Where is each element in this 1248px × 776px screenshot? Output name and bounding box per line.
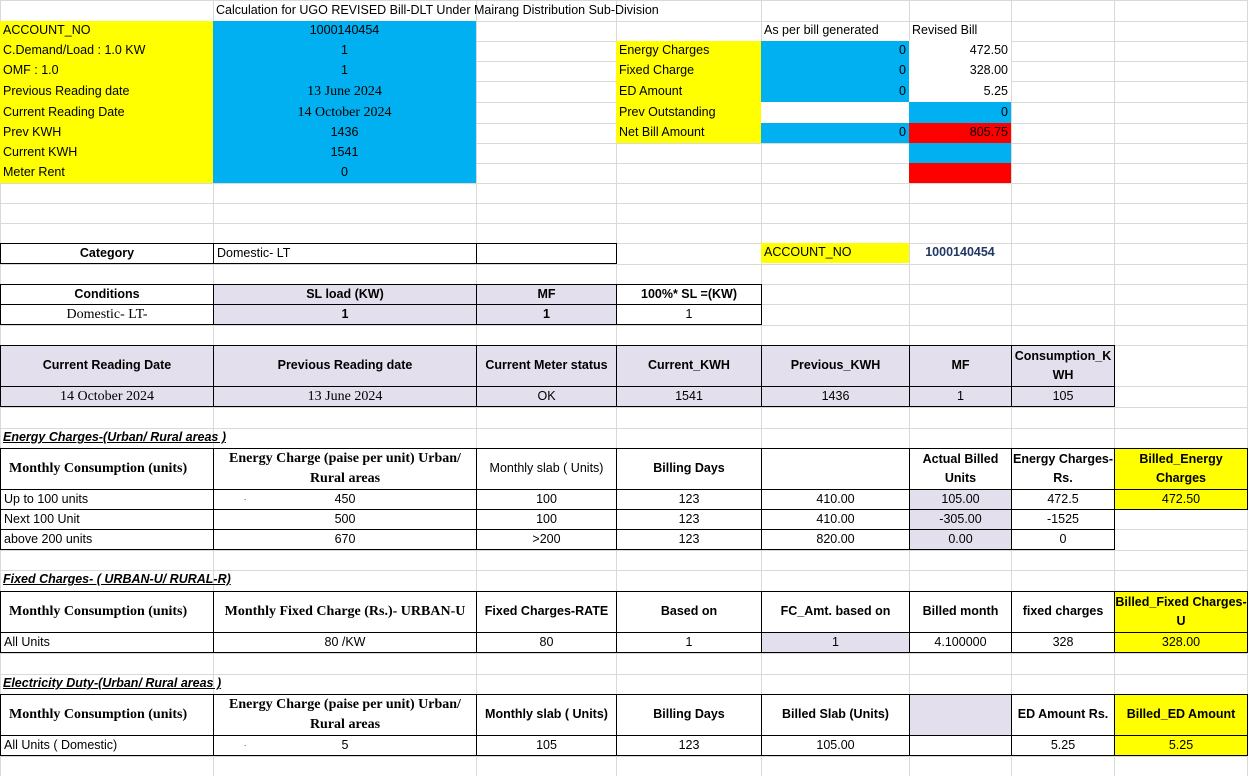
ed-row-label: All Units ( Domestic) [0,735,214,756]
energy-row-charges[interactable]: -1525 [1011,509,1115,530]
energy-row-slab[interactable]: 100 [476,489,617,510]
energy-row-calc[interactable]: 820.00 [761,529,910,550]
pct-sl-header: 100%* SL =(KW) [616,284,762,305]
ed-row-slab[interactable]: 105 [476,735,617,756]
energy-row-rate[interactable]: 500 [213,509,477,530]
demand-load-value[interactable]: 1 [213,41,476,61]
cur-reading-date-header: Current Reading Date [0,345,214,387]
energy-row-rate[interactable]: 450 [213,489,477,510]
ed-row-amount[interactable]: 5.25 [1011,735,1115,756]
ed-row-rate[interactable]: 5 [213,735,477,756]
category-label: Category [0,243,214,264]
cur-kwh-header: Current_KWH [616,345,762,387]
summary-blank-blue-cell[interactable] [909,143,1011,163]
consumption-cell[interactable]: 105 [1011,386,1115,407]
prev-reading-date-label: Previous Reading date [0,81,213,102]
prev-kwh-label: Prev KWH [0,123,213,143]
demand-load-label: C.Demand/Load : 1.0 KW [0,41,213,61]
cur-kwh-cell[interactable]: 1541 [616,386,762,407]
energy-charges-header: Energy Charges-Rs. [1011,448,1115,490]
fixed-rate-header: Fixed Charges-RATE [476,591,617,633]
energy-row-slab[interactable]: >200 [476,529,617,550]
prev-reading-date-value[interactable]: 13 June 2024 [213,81,476,102]
ed-amount-header: ED Amount Rs. [1011,694,1115,736]
category-account-label: ACCOUNT_NO [761,243,909,263]
energy-row-charges[interactable]: 472.5 [1011,489,1115,510]
fixed-charge-bill[interactable]: 0 [761,61,909,81]
account-no-value[interactable]: 1000140454 [213,21,476,41]
summary-blank-red-cell[interactable] [909,163,1011,183]
ed-amount-bill[interactable]: 0 [761,81,909,102]
energy-calc-header [761,448,910,490]
energy-row-actual[interactable]: -305.00 [909,509,1012,530]
net-bill-bill[interactable]: 0 [761,123,909,143]
fixed-charge-label: Fixed Charge [616,61,761,81]
billed-energy-header: Billed_Energy Charges [1114,448,1248,490]
fixed-section-title: Fixed Charges- ( URBAN-U/ RURAL-R) [3,572,231,587]
fixed-charges-header: fixed charges [1011,591,1115,633]
fixed-charge-revised[interactable]: 328.00 [909,61,1011,81]
fixed-row-based[interactable]: 1 [616,632,762,653]
ed-slab-header: Monthly slab ( Units) [476,694,617,736]
cur-kwh-value[interactable]: 1541 [213,143,476,163]
pct-sl-value[interactable]: 1 [616,304,762,325]
prev-kwh-value[interactable]: 1436 [213,123,476,143]
ed-days-header: Billing Days [616,694,762,736]
fixed-row-billed[interactable]: 328.00 [1114,632,1248,653]
prev-reading-date-cell[interactable]: 13 June 2024 [213,386,477,407]
ed-row-days[interactable]: 123 [616,735,762,756]
fc-amt-header: FC_Amt. based on [761,591,910,633]
energy-row-calc[interactable]: 410.00 [761,489,910,510]
energy-row-dot: . [244,492,247,502]
consumption-header: Consumption_KWH [1011,345,1115,387]
energy-row-charges[interactable]: 0 [1011,529,1115,550]
ed-consumption-header: Monthly Consumption (units) [0,694,214,736]
ed-row-billed-slab[interactable]: 105.00 [761,735,910,756]
cur-kwh-label: Current KWH [0,143,213,163]
sl-load-header: SL load (KW) [213,284,477,305]
billed-month-header: Billed month [909,591,1012,633]
energy-row-days[interactable]: 123 [616,509,762,530]
energy-days-header: Billing Days [616,448,762,490]
col-header-revised-bill: Revised Bill [912,23,978,38]
ed-amount-revised[interactable]: 5.25 [909,81,1011,102]
prev-reading-date-header: Previous Reading date [213,345,477,387]
energy-actual-header: Actual Billed Units [909,448,1012,490]
ed-section-title: Electricity Duty-(Urban/ Rural areas ) [3,676,222,691]
fixed-row-rate[interactable]: 80 [476,632,617,653]
fixed-consumption-header: Monthly Consumption (units) [0,591,214,633]
prev-outstanding-label: Prev Outstanding [616,102,761,123]
ed-rate-header: Energy Charge (paise per unit) Urban/ Rural areas [213,694,477,736]
energy-row-days[interactable]: 123 [616,489,762,510]
prev-kwh-header: Previous_KWH [761,345,910,387]
energy-row-label: above 200 units [0,529,214,550]
fixed-row-fc-amt[interactable]: 1 [761,632,910,653]
cur-reading-date-value[interactable]: 14 October 2024 [213,102,476,123]
energy-charges-bill[interactable]: 0 [761,41,909,61]
fixed-based-header: Based on [616,591,762,633]
billed-fixed-header: Billed_Fixed Charges-U [1114,591,1248,633]
energy-row-rate[interactable]: 670 [213,529,477,550]
energy-consumption-header: Monthly Consumption (units) [0,448,214,490]
prev-kwh-cell[interactable]: 1436 [761,386,910,407]
ed-row-blank[interactable] [909,735,1012,756]
ed-amount-label: ED Amount [616,81,761,102]
energy-row-label: Next 100 Unit [0,509,214,530]
reading-mf-cell[interactable]: 1 [909,386,1012,407]
meter-status-cell[interactable]: OK [476,386,617,407]
sl-load-value[interactable]: 1 [213,304,477,325]
energy-row-actual[interactable]: 0.00 [909,529,1012,550]
energy-row-label: Up to 100 units [0,489,214,510]
net-bill-label: Net Bill Amount [616,123,761,143]
sheet-title: Calculation for UGO REVISED Bill-DLT Under Mairang Distribution Sub-Division [216,2,659,17]
mf-header: MF [476,284,617,305]
net-bill-revised[interactable]: 805.75 [909,123,1011,143]
ed-row-billed[interactable]: 5.25 [1114,735,1248,756]
category-blank-cell[interactable] [476,243,617,264]
fixed-row-label: All Units [0,632,214,653]
cur-reading-date-label: Current Reading Date [0,102,213,123]
meter-status-header: Current Meter status [476,345,617,387]
category-value[interactable]: Domestic- LT [213,243,477,264]
energy-charges-label: Energy Charges [616,41,761,61]
omf-value[interactable]: 1 [213,61,476,81]
cur-reading-date-cell[interactable]: 14 October 2024 [0,386,214,407]
meter-rent-label: Meter Rent [0,163,213,183]
fixed-row-charges[interactable]: 328 [1011,632,1115,653]
omf-label: OMF : 1.0 [0,61,213,81]
energy-row-billed[interactable]: 472.50 [1114,489,1248,510]
account-no-label: ACCOUNT_NO [0,21,213,41]
energy-charges-revised[interactable]: 472.50 [909,41,1011,61]
ed-blank-header [909,694,1012,736]
meter-rent-value[interactable]: 0 [213,163,476,183]
fixed-charge-header: Monthly Fixed Charge (Rs.)- URBAN-U [213,591,477,633]
conditions-value[interactable]: Domestic- LT- [0,304,214,325]
prev-outstanding-bill[interactable] [761,102,909,123]
energy-row-slab[interactable]: 100 [476,509,617,530]
energy-section-title: Energy Charges-(Urban/ Rural areas ) [3,430,226,445]
energy-row-calc[interactable]: 410.00 [761,509,910,530]
reading-mf-header: MF [909,345,1012,387]
billed-ed-header: Billed_ED Amount [1114,694,1248,736]
fixed-row-month[interactable]: 4.100000 [909,632,1012,653]
energy-slab-header: Monthly slab ( Units) [476,448,617,490]
energy-row-actual[interactable]: 105.00 [909,489,1012,510]
category-account-value[interactable]: 1000140454 [925,245,995,260]
mf-value[interactable]: 1 [476,304,617,325]
conditions-header: Conditions [0,284,214,305]
col-header-bill-generated: As per bill generated [764,23,879,38]
ed-row-dot: . [244,738,247,748]
energy-rate-header: Energy Charge (paise per unit) Urban/ Rural areas [213,448,477,490]
energy-row-days[interactable]: 123 [616,529,762,550]
prev-outstanding-revised[interactable]: 0 [909,102,1011,123]
fixed-row-charge[interactable]: 80 /KW [213,632,477,653]
ed-billed-slab-header: Billed Slab (Units) [761,694,910,736]
